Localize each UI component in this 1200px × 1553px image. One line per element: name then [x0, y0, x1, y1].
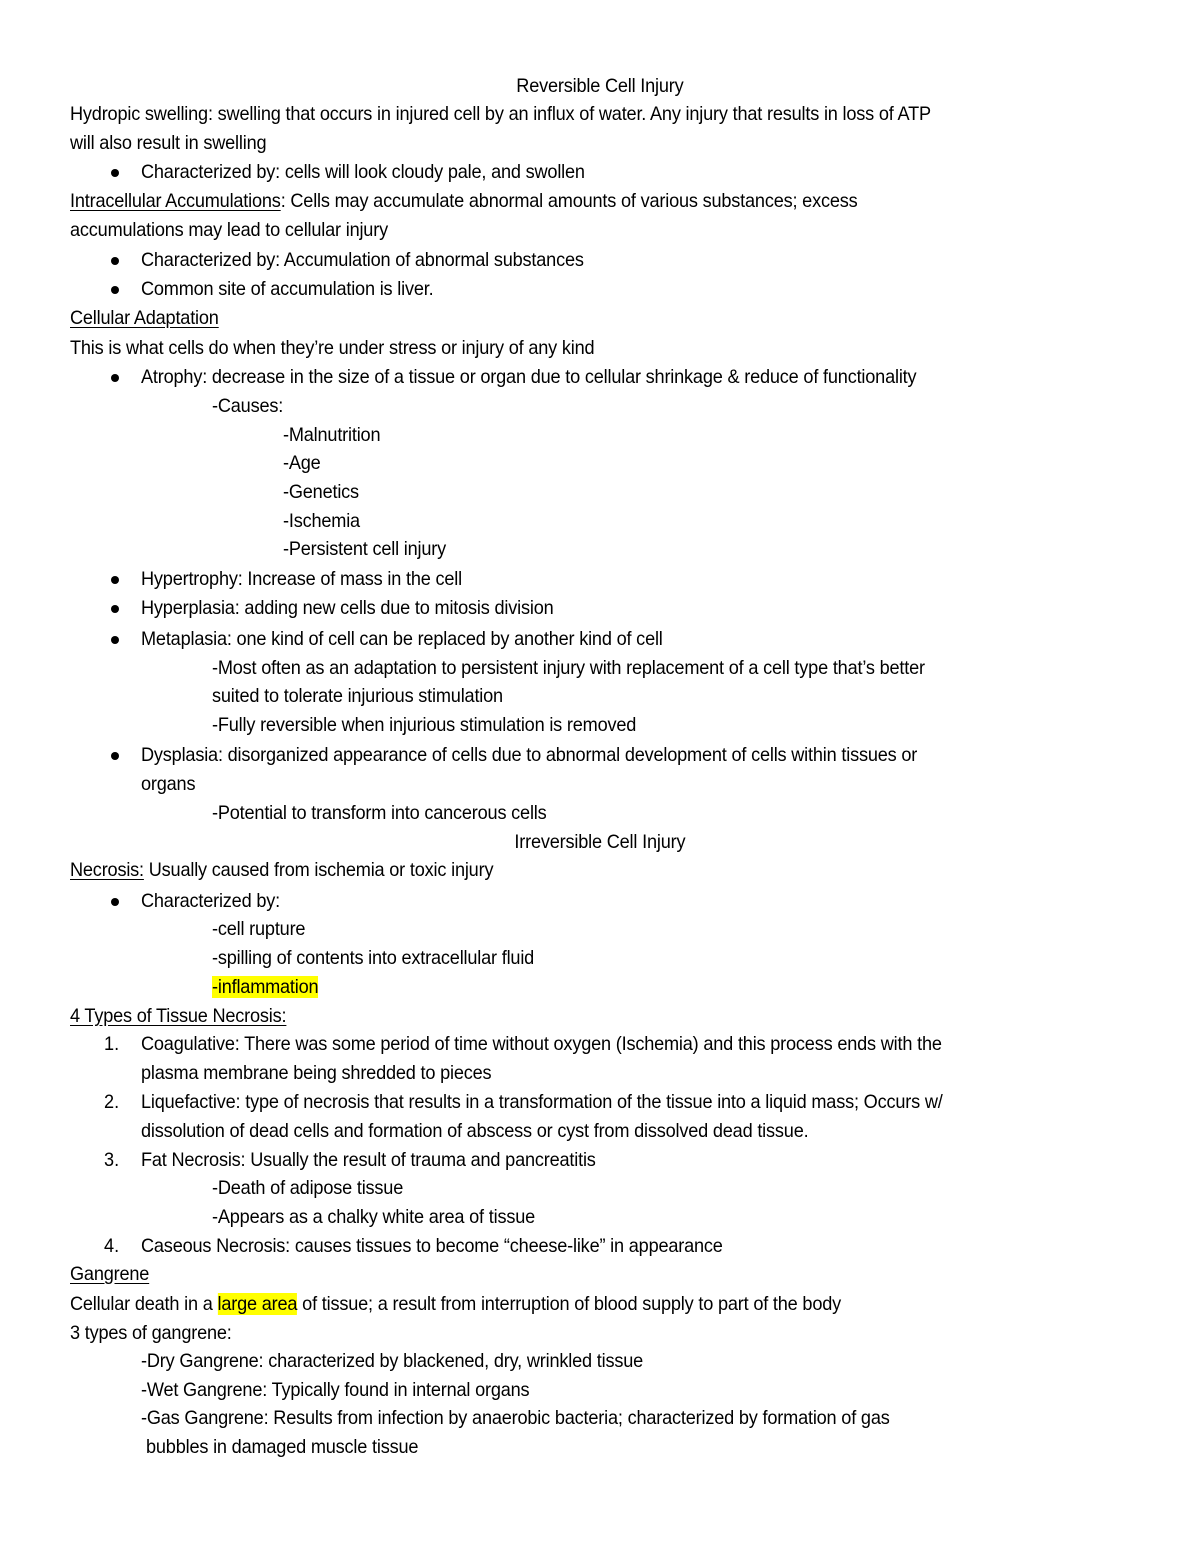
necrosis-type-coagulative: Coagulative: There was some period of time without oxygen (Ischemia) and this process ends with the — [141, 1033, 942, 1055]
bullet-icon — [111, 374, 119, 382]
bullet-icon — [111, 636, 119, 644]
hyperplasia-item: Hyperplasia: adding new cells due to mitosis division — [141, 597, 554, 619]
gangrene-types-label: 3 types of gangrene: — [70, 1322, 232, 1344]
gangrene-type-gas: -Gas Gangrene: Results from infection by anaerobic bacteria; characterized by formation of gas — [141, 1407, 890, 1429]
metaplasia-note: suited to tolerate injurious stimulation — [212, 685, 503, 707]
gangrene-definition — [70, 1290, 841, 1319]
section-title-reversible: Reversible Cell Injury — [516, 75, 684, 97]
necrosis-type-fat: Fat Necrosis: Usually the result of trauma and pancreatitis — [141, 1149, 596, 1171]
bullet-icon — [111, 576, 119, 584]
hydropic-characterized: Characterized by: cells will look cloudy pale, and swollen — [141, 161, 585, 183]
necrosis-types-heading: 4 Types of Tissue Necrosis: — [70, 1005, 287, 1027]
bullet-icon — [111, 286, 119, 294]
cause-item: -Ischemia — [283, 510, 360, 532]
bullet-icon — [111, 752, 119, 760]
fat-note: -Appears as a chalky white area of tissue — [212, 1206, 536, 1228]
list-number: 3. — [104, 1149, 120, 1171]
intracellular-term: Intracellular Accumulations — [70, 190, 281, 212]
hypertrophy-item: Hypertrophy: Increase of mass in the cell — [141, 568, 462, 590]
metaplasia-note: -Fully reversible when injurious stimulation is removed — [212, 714, 637, 736]
necrosis-characterized: Characterized by: — [141, 890, 280, 912]
section-title-irreversible: Irreversible Cell Injury — [514, 831, 686, 853]
intracellular-bullet-1: Characterized by: Accumulation of abnormal substances — [141, 249, 584, 271]
cause-item: -Persistent cell injury — [283, 538, 447, 560]
adaptation-intro: This is what cells do when they’re under stress or injury of any kind — [70, 337, 595, 359]
adaptation-heading: Cellular Adaptation — [70, 307, 219, 329]
intracellular-line1 — [70, 187, 858, 216]
list-number: 4. — [104, 1235, 120, 1257]
cause-item: -Age — [283, 452, 321, 474]
list-number: 1. — [104, 1033, 120, 1055]
necrosis-item: -cell rupture — [212, 918, 306, 940]
dysplasia-item: Dysplasia: disorganized appearance of cells due to abnormal development of cells within tissues or — [141, 744, 918, 766]
gangrene-def-post: of tissue; a result from interruption of blood supply to part of the body — [297, 1293, 842, 1315]
gangrene-type-dry: -Dry Gangrene: characterized by blackened, dry, wrinkled tissue — [141, 1350, 644, 1372]
metaplasia-note: -Most often as an adaptation to persistent injury with replacement of a cell type that’s better — [212, 657, 925, 679]
highlighted-text: large area — [217, 1293, 298, 1315]
intracellular-line2: accumulations may lead to cellular injury — [70, 219, 388, 241]
bullet-icon — [111, 898, 119, 906]
necrosis-item: -spilling of contents into extracellular fluid — [212, 947, 535, 969]
gangrene-type-wet: -Wet Gangrene: Typically found in internal organs — [141, 1379, 530, 1401]
necrosis-type-coagulative-cont: plasma membrane being shredded to pieces — [141, 1062, 492, 1084]
necrosis-type-caseous: Caseous Necrosis: causes tissues to become “cheese-like” in appearance — [141, 1235, 723, 1257]
necrosis-def: Usually caused from ischemia or toxic injury — [143, 859, 494, 881]
intracellular-bullet-2: Common site of accumulation is liver. — [141, 278, 434, 300]
metaplasia-item: Metaplasia: one kind of cell can be replaced by another kind of cell — [141, 628, 663, 650]
cause-item: -Malnutrition — [283, 424, 381, 446]
hydropic-text-line2: will also result in swelling — [70, 132, 267, 154]
highlighted-text: -inflammation — [212, 976, 319, 998]
bullet-icon — [111, 257, 119, 265]
gangrene-type-gas-cont: bubbles in damaged muscle tissue — [146, 1436, 419, 1458]
atrophy-item: Atrophy: decrease in the size of a tissue or organ due to cellular shrinkage & reduce of functionality — [141, 366, 917, 388]
necrosis-item-highlight — [212, 973, 318, 1002]
list-number: 2. — [104, 1091, 120, 1113]
bullet-icon — [111, 605, 119, 613]
dysplasia-item-cont: organs — [141, 773, 196, 795]
necrosis-type-liquefactive-cont: dissolution of dead cells and formation of abscess or cyst from dissolved dead tissue. — [141, 1120, 809, 1142]
necrosis-term: Necrosis: — [70, 859, 144, 881]
intracellular-def: : Cells may accumulate abnormal amounts of various substances; excess — [280, 190, 858, 212]
gangrene-heading: Gangrene — [70, 1263, 150, 1285]
cause-item: -Genetics — [283, 481, 359, 503]
bullet-icon — [111, 169, 119, 177]
necrosis-type-liquefactive: Liquefactive: type of necrosis that results in a transformation of the tissue into a liquid mass; Occurs w/ — [141, 1091, 943, 1113]
hydropic-text-line1: Hydropic swelling: swelling that occurs in injured cell by an influx of water. Any injury that results in loss of ATP — [70, 103, 931, 125]
necrosis-line — [70, 856, 493, 885]
causes-label: -Causes: — [212, 395, 284, 417]
gangrene-def-pre: Cellular death in a — [70, 1293, 218, 1315]
fat-note: -Death of adipose tissue — [212, 1177, 404, 1199]
dysplasia-note: -Potential to transform into cancerous cells — [212, 802, 547, 824]
